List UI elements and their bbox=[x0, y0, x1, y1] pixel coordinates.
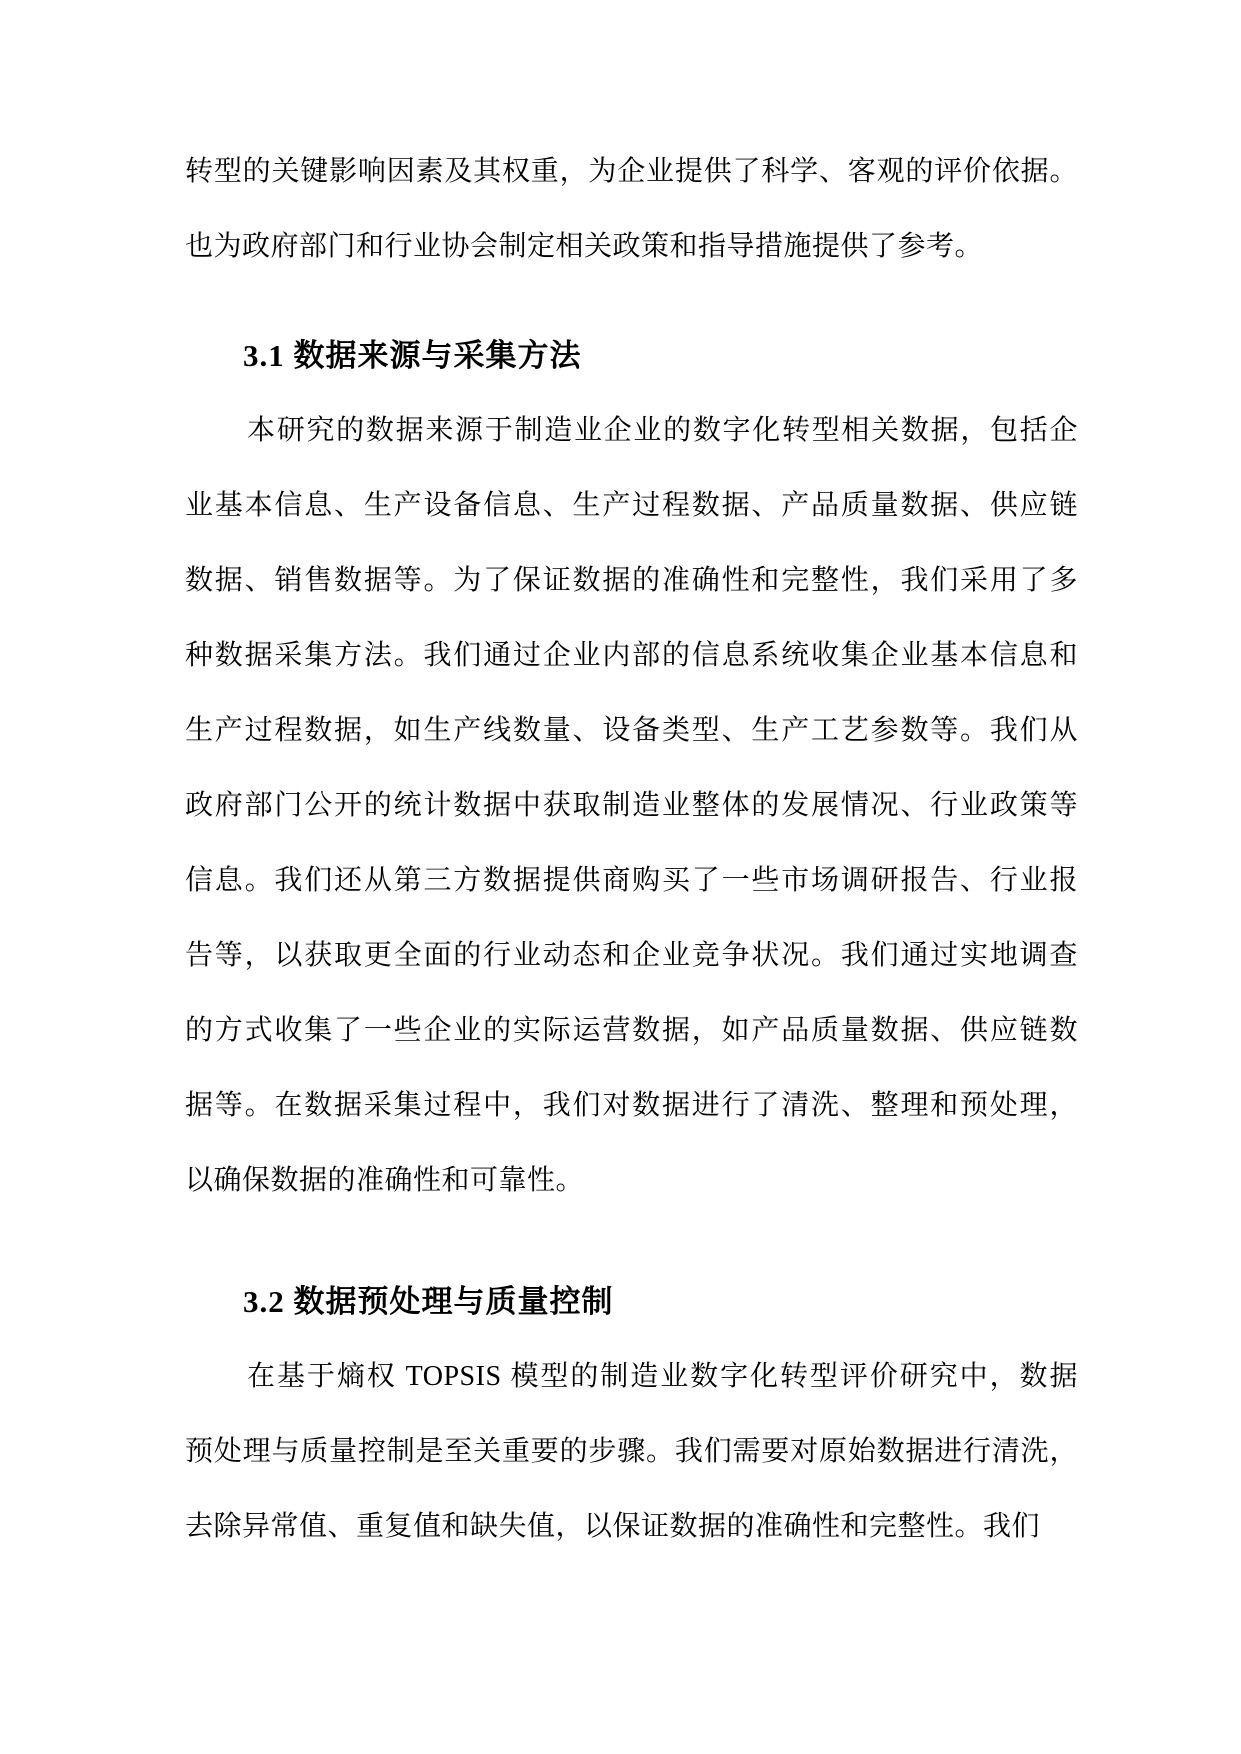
text-line: 信息。我们还从第三方数据提供商购买了一些市场调研报告、行业报 bbox=[185, 865, 1078, 896]
text-line: 在基于熵权 TOPSIS 模型的制造业数字化转型评价研究中，数据 bbox=[247, 1361, 1078, 1392]
text-line: 数据、销售数据等。为了保证数据的准确性和完整性，我们采用了多 bbox=[185, 565, 1078, 596]
text-line: 以确保数据的准确性和可靠性。 bbox=[185, 1165, 585, 1196]
text-line: 政府部门公开的统计数据中获取制造业整体的发展情况、行业政策等 bbox=[185, 790, 1078, 821]
text-line: 本研究的数据来源于制造业企业的数字化转型相关数据，包括企 bbox=[247, 415, 1078, 446]
text-line: 告等，以获取更全面的行业动态和企业竞争状况。我们通过实地调查 bbox=[185, 940, 1078, 971]
text-line: 的方式收集了一些企业的实际运营数据，如产品质量数据、供应链数 bbox=[185, 1015, 1078, 1046]
document-body bbox=[185, 0, 1078, 1564]
text-line: 也为政府部门和行业协会制定相关政策和指导措施提供了参考。 bbox=[185, 231, 984, 262]
text-line: 种数据采集方法。我们通过企业内部的信息系统收集企业基本信息和 bbox=[185, 640, 1078, 671]
text-line: 业基本信息、生产设备信息、生产过程数据、产品质量数据、供应链 bbox=[185, 490, 1078, 521]
text-line: 去除异常值、重复值和缺失值，以保证数据的准确性和完整性。我们 bbox=[185, 1511, 1041, 1542]
section-heading-3-2: 3.2 数据预处理与质量控制 bbox=[243, 1284, 614, 1319]
section-heading-3-1: 3.1 数据来源与采集方法 bbox=[243, 338, 582, 373]
text-line: 生产过程数据，如生产线数量、设备类型、生产工艺参数等。我们从 bbox=[185, 715, 1078, 746]
text-line: 据等。在数据采集过程中，我们对数据进行了清洗、整理和预处理， bbox=[185, 1090, 1078, 1121]
text-line: 预处理与质量控制是至关重要的步骤。我们需要对原始数据进行清洗， bbox=[185, 1436, 1078, 1467]
paragraph-data-sources bbox=[185, 393, 1078, 1218]
paragraph-continuation bbox=[185, 134, 1078, 284]
paragraph-preprocessing bbox=[185, 1339, 1078, 1564]
text-line: 转型的关键影响因素及其权重，为企业提供了科学、客观的评价依据。 bbox=[185, 156, 1078, 187]
